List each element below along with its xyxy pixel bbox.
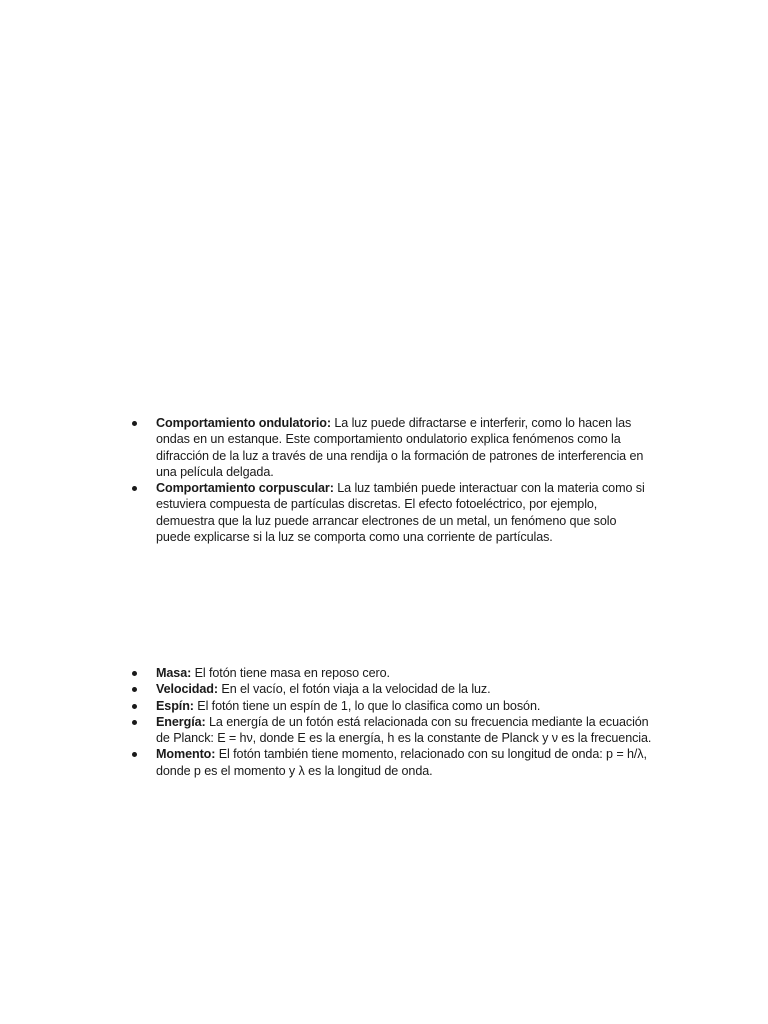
item-text: El fotón tiene masa en reposo cero. xyxy=(191,666,390,680)
item-term: Momento: xyxy=(156,747,216,762)
bullet-icon xyxy=(132,720,137,725)
bullet-icon xyxy=(132,421,137,426)
list-item xyxy=(132,665,652,681)
item-term: Espín: xyxy=(156,698,194,713)
item-text: El fotón tiene un espín de 1, lo que lo clasifica como un bosón. xyxy=(193,698,541,713)
bullet-icon xyxy=(132,486,137,491)
photon-properties-list xyxy=(132,665,652,779)
list-item xyxy=(132,698,652,714)
bullet-icon xyxy=(132,671,137,676)
bullet-icon xyxy=(132,687,137,692)
item-term: Velocidad: xyxy=(156,682,218,697)
bullet-icon xyxy=(132,752,137,757)
light-behavior-list xyxy=(132,415,652,545)
item-term: Energía: xyxy=(156,714,206,729)
item-term: Masa: xyxy=(156,666,192,680)
list-item xyxy=(132,714,652,747)
item-text: En el vacío, el fotón viaja a la velocidad de la luz. xyxy=(218,682,491,697)
item-text: La energía de un fotón está relacionada con su frecuencia mediante la ecuación de Planck: E = hν, donde E es la energía, h es la constante de Planck y ν es la frecuencia. xyxy=(156,714,652,746)
item-text: La luz puede difractarse e interferir, como lo hacen las ondas en un estanque. Este comportamiento ondulatorio explica fenómenos como la difracción de la luz a través de una rendija o la formación de patrones de interferencia en una película delgada. xyxy=(156,416,644,479)
item-text: La luz también puede interactuar con la materia como si estuviera compuesta de partículas discretas. El efecto fotoeléctrico, por ejemplo, demuestra que la luz puede arrancar electrones de un metal, un fenómeno que solo puede explicarse si la luz se comporta como una corriente de partículas. xyxy=(156,481,645,545)
item-term: Comportamiento corpuscular: xyxy=(156,481,334,496)
list-item xyxy=(132,681,652,697)
item-text: El fotón también tiene momento, relacionado con su longitud de onda: p = h/λ, donde p es el momento y λ es la longitud de onda. xyxy=(156,747,647,778)
list-item xyxy=(132,746,652,779)
bullet-icon xyxy=(132,704,137,709)
item-term: Comportamiento ondulatorio: xyxy=(156,416,331,430)
list-item xyxy=(132,415,652,480)
list-item xyxy=(132,480,652,545)
